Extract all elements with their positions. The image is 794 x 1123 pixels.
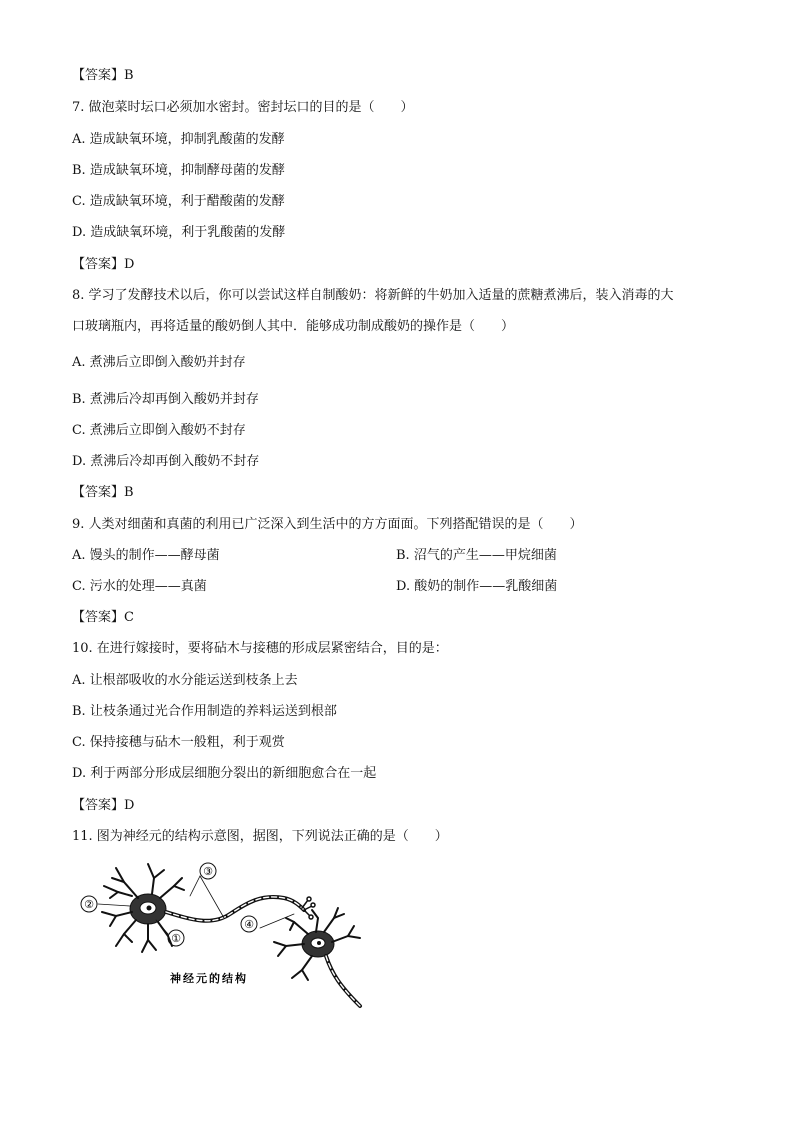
q7-option-c: C. 造成缺氧环境，利于醋酸菌的发酵 (72, 194, 285, 209)
answer-q10: 【答案】D (72, 798, 135, 813)
neuron-2-axon (326, 956, 360, 1006)
q8-option-b: B. 煮沸后冷却再倒入酸奶并封存 (72, 392, 259, 407)
answer-q6: 【答案】B (72, 68, 134, 83)
label-3: ③ (203, 865, 213, 878)
q7-option-a: A. 造成缺氧环境，抑制乳酸菌的发酵 (72, 132, 285, 147)
q8-option-c: C. 煮沸后立即倒入酸奶不封存 (72, 423, 246, 438)
q9-option-a: A. 馒头的制作——酵母菌 (72, 548, 220, 563)
q8-option-a: A. 煮沸后立即倒入酸奶并封存 (72, 355, 246, 370)
label-2: ② (84, 898, 94, 911)
q10-option-c: C. 保持接穗与砧木一般粗，利于观赏 (72, 735, 285, 750)
label-1: ① (171, 932, 181, 945)
q9-option-b: B. 沼气的产生——甲烷细菌 (396, 548, 557, 563)
answer-q9: 【答案】C (72, 610, 134, 625)
q10-option-b: B. 让枝条通过光合作用制造的养料运送到根部 (72, 704, 337, 719)
q9-option-d: D. 酸奶的制作——乳酸细菌 (396, 579, 558, 594)
q9-stem: 9. 人类对细菌和真菌的利用已广泛深入到生活中的方方面面。下列搭配错误的是（ ） (72, 517, 583, 532)
q9-options-row2 (72, 578, 722, 596)
neuron-1-axon (166, 897, 304, 921)
q11-stem: 11. 图为神经元的结构示意图，据图，下列说法正确的是（ ） (72, 829, 448, 844)
neuron-2-body (302, 931, 334, 957)
q9-options-row1 (72, 547, 722, 565)
answer-q7: 【答案】D (72, 257, 135, 272)
answer-q8: 【答案】B (72, 485, 134, 500)
q9-option-c: C. 污水的处理——真菌 (72, 579, 207, 594)
q8-stem-line2: 口玻璃瓶内，再将适量的酸奶倒人其中．能够成功制成酸奶的操作是（ ） (72, 319, 515, 334)
q10-stem: 10. 在进行嫁接时，要将砧木与接穗的形成层紧密结合，目的是： (72, 641, 448, 656)
q7-option-b: B. 造成缺氧环境，抑制酵母菌的发酵 (72, 163, 285, 178)
q7-option-d: D. 造成缺氧环境，利于乳酸菌的发酵 (72, 225, 286, 240)
neuron-figure (72, 856, 372, 1016)
q8-stem-line1: 8. 学习了发酵技术以后，你可以尝试这样自制酸奶：将新鲜的牛奶加入适量的蔗糖煮沸后，装入消毒的大 (72, 288, 674, 303)
q8-option-d: D. 煮沸后冷却再倒入酸奶不封存 (72, 454, 260, 469)
q7-stem: 7. 做泡菜时坛口必须加水密封。密封坛口的目的是（ ） (72, 100, 414, 115)
figure-caption: 神经元的结构 (170, 972, 248, 985)
q10-option-d: D. 利于两部分形成层细胞分裂出的新细胞愈合在一起 (72, 766, 377, 781)
q10-option-a: A. 让根部吸收的水分能运送到枝条上去 (72, 673, 298, 688)
label-4: ④ (244, 918, 254, 931)
